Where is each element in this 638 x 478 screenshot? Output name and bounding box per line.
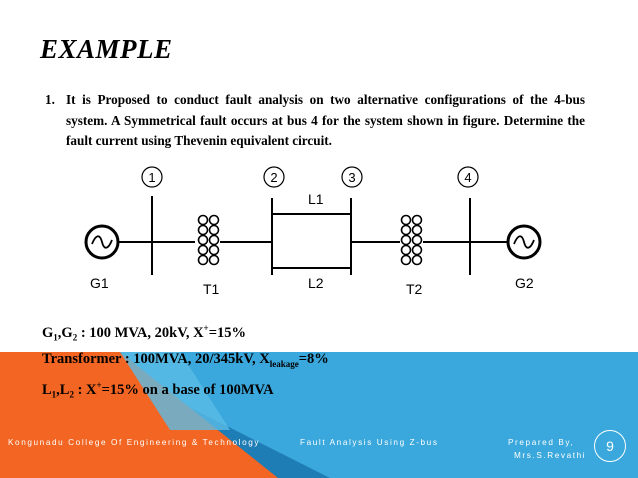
spec-transformer: Transformer : 100MVA, 20/345kV, $X_{leakage}=8\%$: [42, 350, 329, 369]
transformer-t2-symbol: [402, 216, 422, 265]
sine-icon: [514, 236, 534, 248]
footer-topic: Fault Analysis Using Z-bus: [300, 438, 439, 447]
problem-text: It is Proposed to conduct fault analysis on two alternative configurations of the 4-bus system. A Symmetrical fault occurs at bus 4 for the system shown in figure. Determine the fault current using Thevenin equivalent circuit.: [66, 92, 585, 148]
single-line-diagram: [60, 160, 580, 310]
footer-prepared-by: Prepared By,: [508, 438, 575, 447]
slide-title: EXAMPLE: [40, 34, 173, 64]
transformer-t1-label: T1: [203, 281, 220, 297]
footer-author: Mrs.S.Revathi: [514, 451, 587, 460]
problem-statement: [45, 90, 585, 152]
specifications: [42, 318, 329, 405]
bus-3-label: 3: [348, 170, 356, 185]
bus-4-label: 4: [464, 170, 472, 185]
transformer-t1-symbol: [199, 216, 219, 265]
bus-2-label: 2: [270, 170, 278, 185]
spec-generators: $G_1,G_2$ : 100 MVA, 20kV, X+=15%: [42, 323, 246, 343]
generator-g1-label: G1: [90, 275, 109, 291]
footer: [0, 430, 638, 478]
footer-college: Kongunadu College Of Engineering & Technology: [8, 438, 261, 447]
page-number: 9: [594, 430, 626, 462]
line-l1-label: L1: [308, 191, 324, 207]
generator-g2-label: G2: [515, 275, 534, 291]
sine-icon: [92, 236, 112, 248]
line-l2-label: L2: [308, 275, 324, 291]
problem-number: 1.: [45, 92, 55, 107]
spec-lines: $L_1,L_2$ : X+=15% on a base of 100MVA: [42, 379, 274, 400]
bus-1-label: 1: [148, 170, 156, 185]
transformer-t2-label: T2: [406, 281, 423, 297]
